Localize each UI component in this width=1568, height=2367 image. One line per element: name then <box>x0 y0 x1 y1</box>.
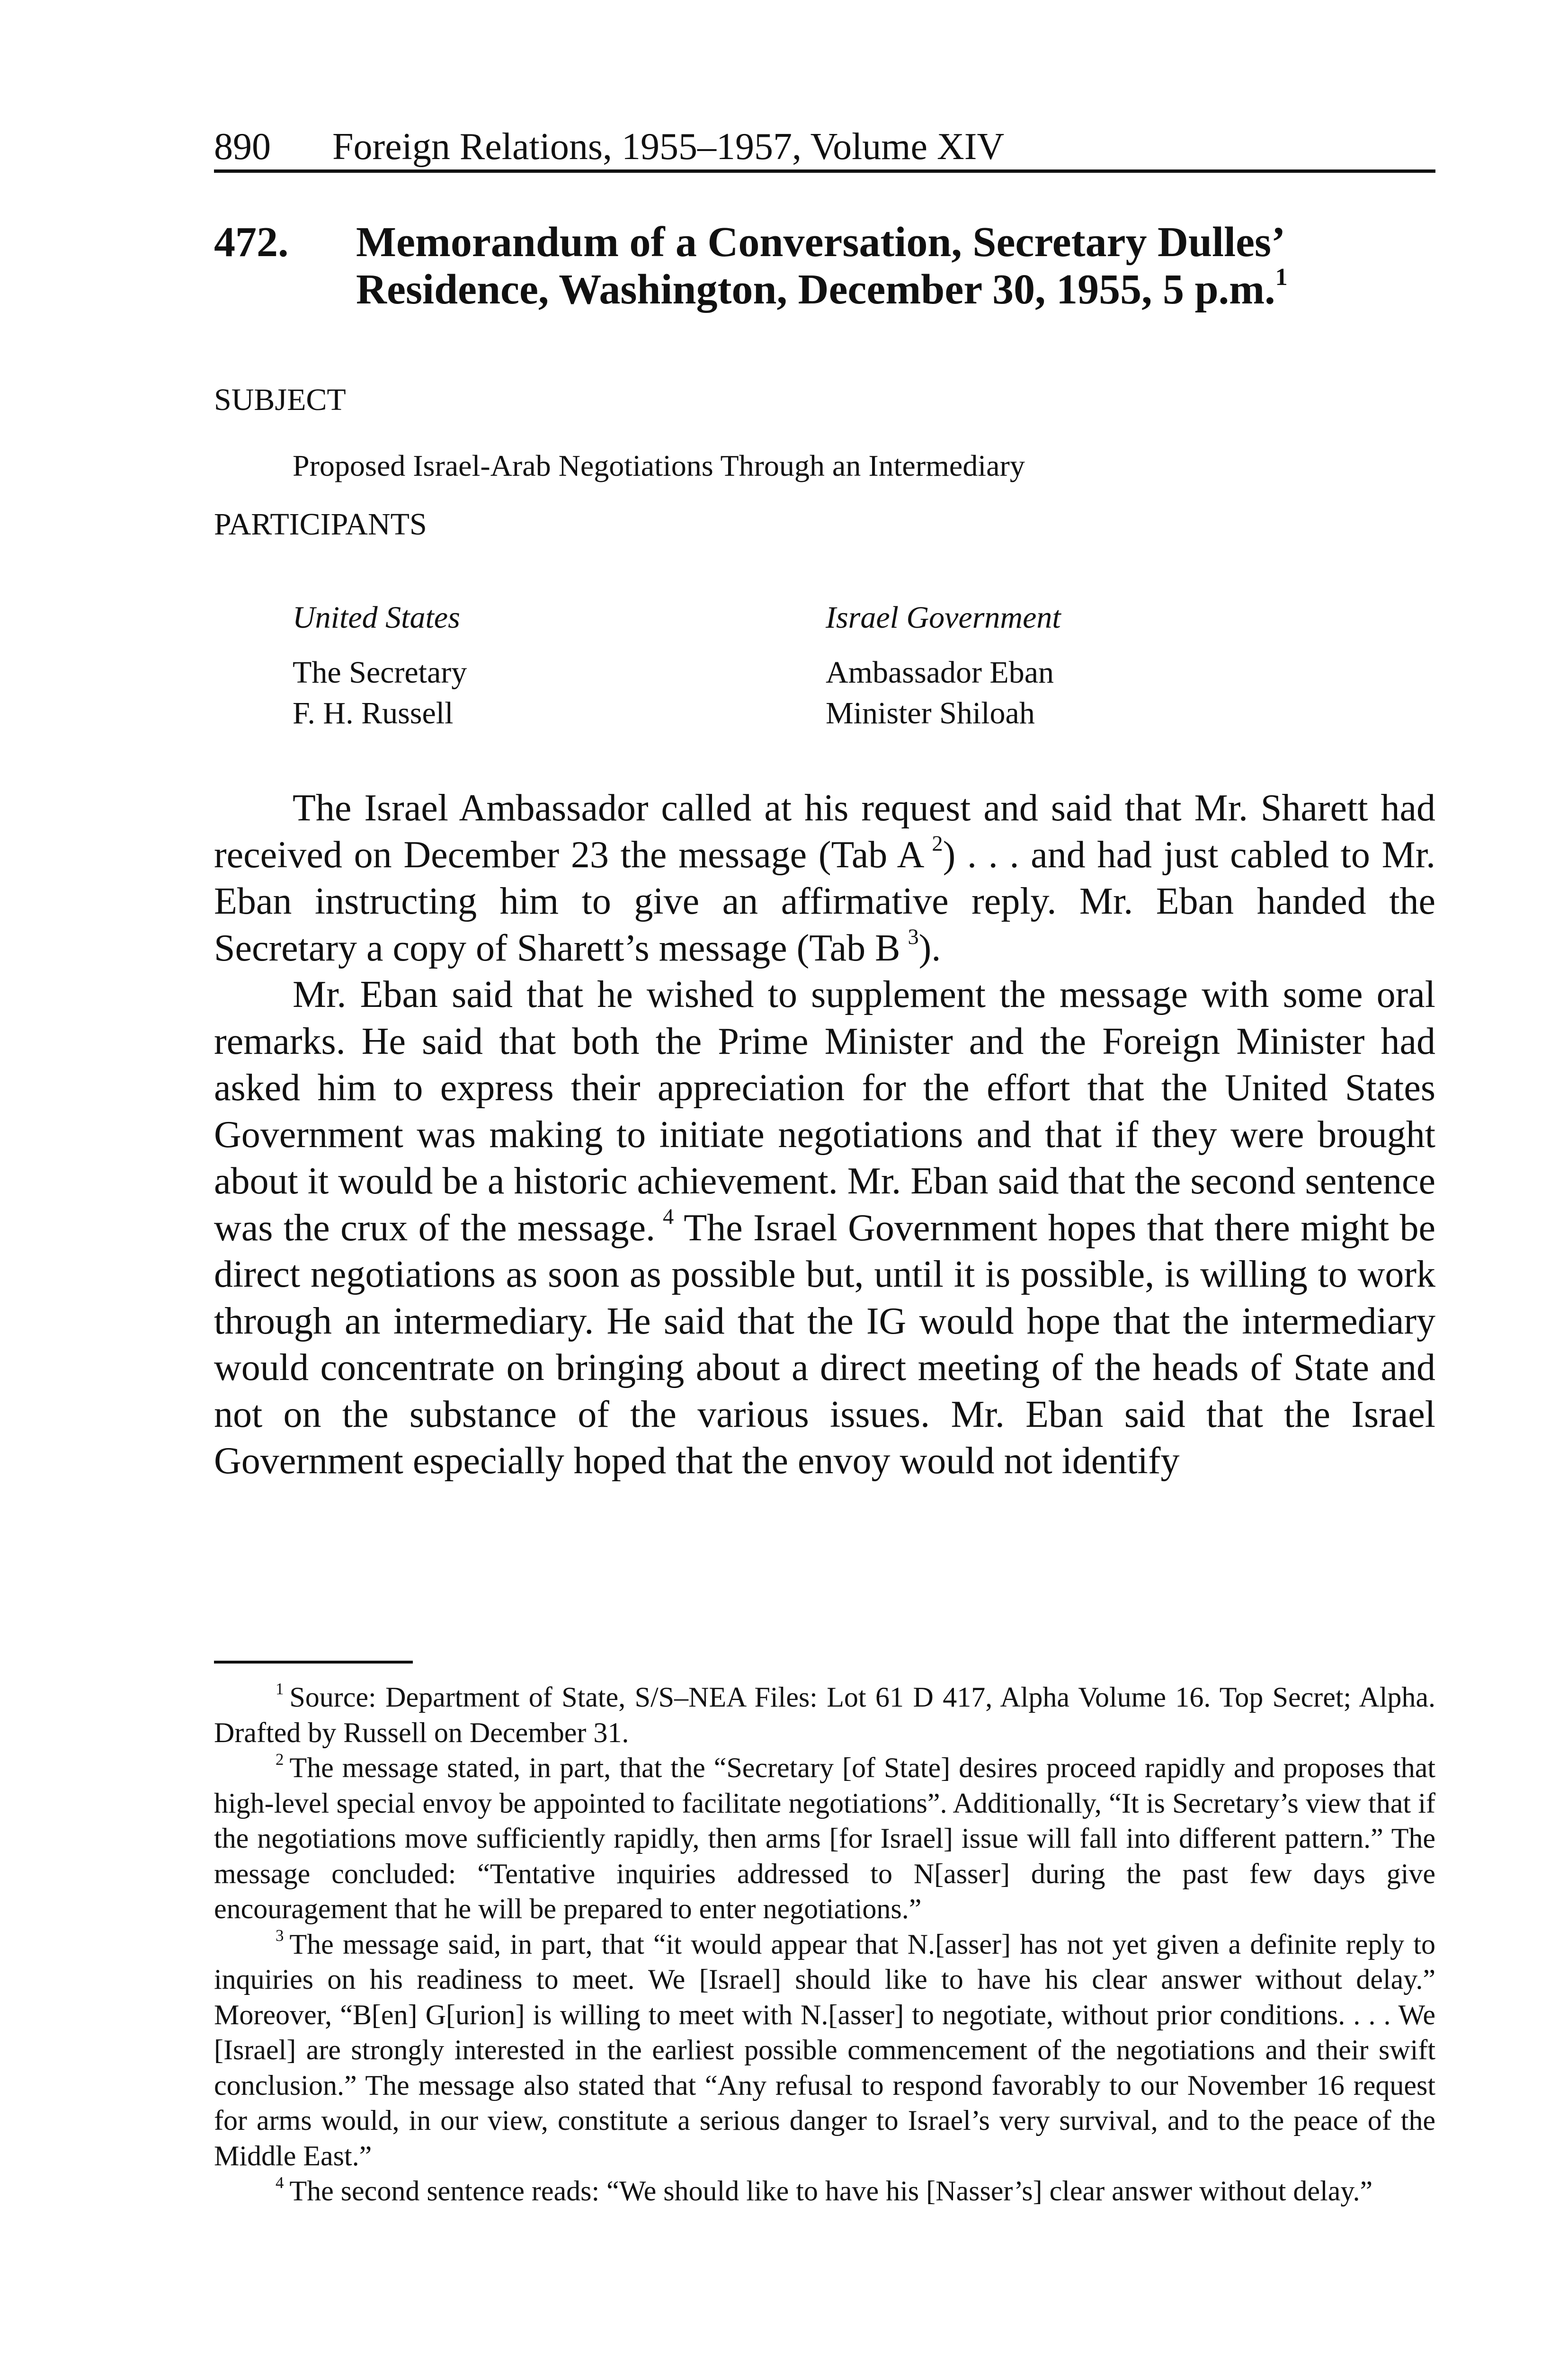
subject-text: Proposed Israel-Arab Negotiations Through an Intermediary <box>293 449 1025 482</box>
footnote-mark: 2 <box>276 1750 284 1769</box>
body-text-run: The Israel Government hopes that there might be direct negotiations as soon as possible but, until it is possible, is willing to work through an intermediary. He said that the IG would hope that the intermediary would concentrate on bringing about a direct meeting of the heads of State and not on the substance of the various issues. Mr. Eban said that the Israel Government especially hoped that the envoy would not identify <box>214 1207 1436 1482</box>
body-paragraph <box>214 785 1435 971</box>
participant-name: Ambassador Eban <box>826 655 1054 690</box>
participant-name: F. H. Russell <box>293 696 454 730</box>
footnote-divider <box>214 1661 413 1664</box>
subject-label: SUBJECT <box>214 383 346 417</box>
footnote-text: Source: Department of State, S/S–NEA Files: Lot 61 D 417, Alpha Volume 16. Top Secret; Alpha. Drafted by Russell on December 31. <box>214 1682 1435 1748</box>
footnote-ref-2[interactable]: 2 <box>932 831 943 856</box>
body-text-run: ) . . . and had just cabled to Mr. Eban instructing him to give an affirmative reply. Mr. Eban handed the Secretary a copy of Sharett’s message (Tab B <box>214 834 1436 969</box>
body-text-run: Mr. Eban said that he wished to supplement the message with some oral remarks. He said that both the Prime Minister and the Foreign Minister had asked him to express their appreciation for the effort that the United States Government was making to initiate negotiations and that if they were brought about it would be a historic achievement. Mr. Eban said that the second sentence was the crux of the message. <box>214 974 1435 1249</box>
document-title-line-1: Memorandum of a Conversation, Secretary Dulles’ <box>356 219 1286 266</box>
body-text-run: The Israel Ambassador called at his request and said that Mr. Sharett had received on December 23 the message (Tab A <box>214 787 1435 876</box>
participants-us-heading: United States <box>293 600 460 635</box>
footnote-mark: 1 <box>276 1679 284 1698</box>
page-number: 890 <box>214 126 271 168</box>
participant-name: The Secretary <box>293 655 467 690</box>
footnote-3 <box>214 1927 1435 2174</box>
footnote-ref-3[interactable]: 3 <box>908 925 919 949</box>
participants-us <box>293 597 467 734</box>
running-head-title: Foreign Relations, 1955–1957, Volume XIV <box>332 126 1005 168</box>
body-paragraph <box>214 971 1435 1485</box>
footnote-mark: 3 <box>276 1926 284 1945</box>
document-heading <box>214 219 1435 313</box>
footnote-ref-1[interactable]: 1 <box>1275 263 1288 291</box>
participant-name: Minister Shiloah <box>826 696 1035 730</box>
participants-label: PARTICIPANTS <box>214 507 427 542</box>
running-head <box>214 128 1435 173</box>
footnote-1 <box>214 1680 1435 1750</box>
footnote-ref-4[interactable]: 4 <box>663 1204 674 1229</box>
footnote-text: The message said, in part, that “it would appear that N.[asser] has not yet given a definite reply to inquiries on his readiness to meet. We [Israel] should like to have his clear answer without delay.” Moreover, “B[en] G[urion] is willing to meet with N.[asser] to negotiate, without prior conditions. . . . We [Israel] are strongly interested in the earliest possible commencement of the negotiations and their swift conclusion.” The message also stated that “Any refusal to respond favorably to our November 16 request for arms would, in our view, constitute a serious danger to Israel’s very survival, and to the peace of the Middle East.” <box>214 1928 1435 2171</box>
document-title <box>356 219 1435 313</box>
document-title-line-2: Residence, Washington, December 30, 1955, 5 p.m. <box>356 266 1275 313</box>
participants-israel <box>826 597 1061 734</box>
footnote-2 <box>214 1750 1435 1927</box>
footnote-mark: 4 <box>276 2173 284 2192</box>
participants-israel-heading: Israel Government <box>826 600 1061 635</box>
body-text-run: ). <box>918 927 941 969</box>
footnotes <box>214 1680 1435 2209</box>
document-number: 472. <box>214 219 289 266</box>
footnote-text: The second sentence reads: “We should like to have his [Nasser’s] clear answer without delay.” <box>289 2175 1373 2207</box>
footnote-text: The message stated, in part, that the “Secretary [of State] desires proceed rapidly and proposes that high-level special envoy be appointed to facilitate negotiations”. Additionally, “It is Secretary’s view that if the negotiations move sufficiently rapidly, then arms [for Israel] issue will fall into different pattern.” The message concluded: “Tentative inquiries addressed to N[asser] during the past few days give encouragement that he will be prepared to enter negotiations.” <box>214 1752 1435 1924</box>
footnote-4 <box>214 2173 1435 2209</box>
body-text <box>214 785 1435 1485</box>
